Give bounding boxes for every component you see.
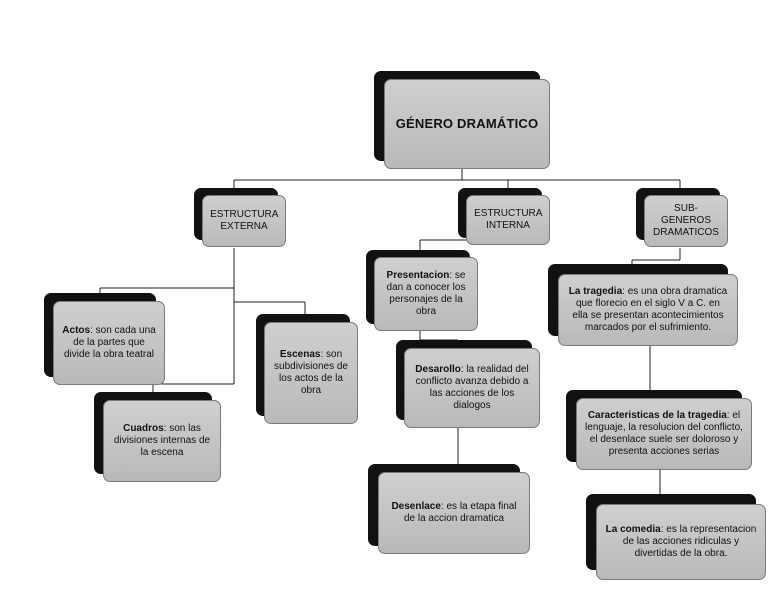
cuadros-text: son las divisiones internas de la escena bbox=[113, 422, 211, 459]
sub-generos-label: SUB- GENEROS DRAMATICOS bbox=[653, 202, 719, 239]
tragedia-text: es una obra dramatica que florecio en el siglo V a C. en ella se presentan acontecimientos marcados por el sufrimiento. bbox=[572, 285, 728, 334]
presentacion-term: Presentacion bbox=[386, 269, 450, 281]
tragedia-term: La tragedia bbox=[568, 285, 623, 297]
desenlace-term: Desenlace bbox=[391, 500, 441, 512]
comedia-term: La comedia bbox=[605, 523, 661, 535]
desarollo-term: Desarollo bbox=[415, 363, 461, 375]
caracteristicas-term: Caracteristicas de la tragedia bbox=[587, 409, 727, 421]
estructura-externa-label: ESTRUCTURA EXTERNA bbox=[210, 208, 279, 232]
comedia-text: es la representacion de las acciones ridiculas y divertidas de la obra. bbox=[622, 523, 757, 560]
estructura-interna-label: ESTRUCTURA INTERNA bbox=[474, 207, 543, 231]
caracteristicas-text: el lenguaje, la resolucion del conflicto, el desenlace suele ser doloroso y presenta acciones serias bbox=[585, 409, 743, 458]
desenlace-text: es la etapa final de la accion dramatica bbox=[403, 500, 517, 524]
desarollo-text: la realidad del conflicto avanza debido a las acciones de los dialogos bbox=[415, 363, 529, 412]
actos-text: son cada una de la partes que divide la obra teatral bbox=[63, 324, 156, 361]
escenas-text: son subdivisiones de los actos de la obra bbox=[274, 348, 348, 397]
actos-term: Actos bbox=[62, 324, 91, 336]
cuadros-term: Cuadros bbox=[123, 422, 164, 434]
root-title: GÉNERO DRAMÁTICO bbox=[395, 116, 539, 132]
escenas-term: Escenas bbox=[279, 348, 321, 360]
presentacion-text: se dan a conocer los personajes de la obra bbox=[386, 269, 466, 318]
